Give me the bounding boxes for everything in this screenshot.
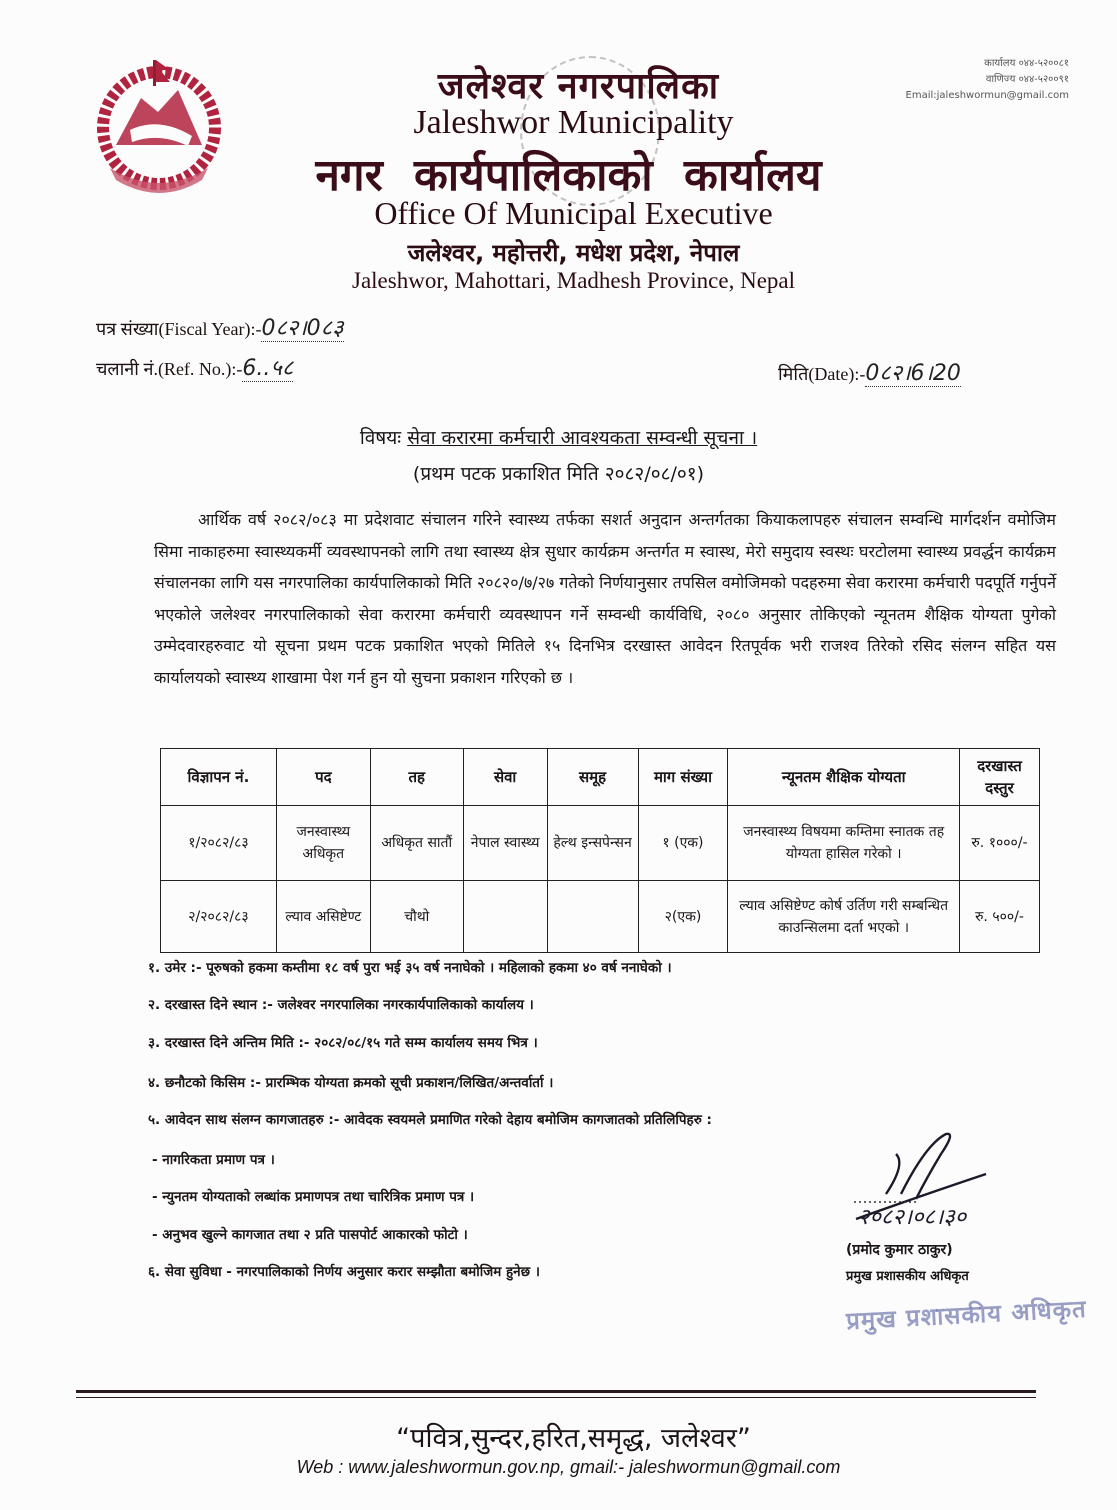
signatory-name: (प्रमोद कुमार ठाकुर): [846, 1242, 953, 1258]
cell-group: हेल्थ इन्सपेन्सन: [547, 806, 638, 881]
office-phone: ०४४-५२००८१: [1018, 58, 1069, 69]
col-header-fee: दरखास्त दस्तुर: [960, 749, 1040, 806]
condition-selection: ४. छनौटको किसिम :- प्रारम्भिक योग्यता क्रमको सूची प्रकाशन/लिखित/अन्तर्वार्ता ।: [148, 1075, 554, 1091]
cell-level: अधिकृत सातौं: [370, 806, 463, 881]
office-phone-line: [906, 56, 1069, 72]
col-header-demand: माग संख्या: [638, 749, 728, 806]
table-header-row: [161, 749, 1040, 806]
condition-age: १. उमेर :- पूरुषको हकमा कम्तीमा १८ वर्ष पुरा भई ३५ वर्ष ननाघेको । महिलाको हकमा ४० वर्ष ननाघेको ।: [148, 960, 672, 976]
reference-number-line: [96, 352, 293, 382]
signature: [846, 1124, 1026, 1234]
fiscal-year-value: 0८२।0८३: [261, 316, 344, 341]
cell-service: [463, 881, 547, 953]
document-citizenship: - नागरिकता प्रमाण पत्र ।: [152, 1152, 275, 1168]
cell-qualification: जनस्वास्थ्य विषयमा कम्तिमा स्नातक तह योग्यता हासिल गरेको ।: [728, 806, 960, 881]
address-nepali: जलेश्वर, महोत्तरी, मधेश प्रदेश, नेपाल: [407, 239, 740, 267]
cell-service: नेपाल स्वास्थ्य: [463, 806, 547, 881]
subject-text: सेवा करारमा कर्मचारी आवश्यकता सम्वन्धी सूचना ।: [407, 427, 758, 449]
footer-divider: [76, 1390, 1036, 1398]
municipality-name-nepali: जलेश्वर नगरपालिका: [437, 66, 720, 107]
office-phone-label: कार्यालय: [984, 58, 1016, 69]
municipality-name-english: Jaleshwor Municipality: [413, 104, 734, 141]
office-name-english: Office Of Municipal Executive: [374, 195, 773, 231]
cell-ad-no: १/२०८२/८३: [161, 806, 277, 881]
fiscal-year-label: पत्र संख्या(Fiscal Year):-: [96, 319, 262, 339]
cell-demand: १ (एक): [638, 806, 728, 881]
cell-demand: २(एक): [638, 881, 728, 953]
signature-date: २०८२।०८।३०: [858, 1205, 967, 1230]
notice-body-paragraph: आर्थिक वर्ष २०८२/०८३ मा प्रदेशवाट संचालन गरिने स्वास्थ्य तर्फका सशर्त अनुदान अन्तर्गतका कियाकलापहरु संचालन सम्वन्धि मार्गदर्शन वमोजिम सिमा नाकाहरुमा स्वास्थ्यकर्मी व्यवस्थापनको लागि तथा स्वास्थ्य क्षेत्र सुधार कार्यक्रम अन्तर्गत म स्वास्थ, मेरो समुदाय स्वस्थः घरटोलमा स्वास्थ्य प्रवर्द्धन कार्यक्रम संचालनका लागि यस नगरपालिका कार्यपालिकाको मिति २०८२०/७/२७ गतेको निर्णयानुसार तपसिल वमोजिमको पदहरुमा सेवा करारमा कर्मचारी पदपूर्ति गर्नुपर्ने भएकोले जलेश्वर नगरपालिकाको सेवा करारमा कर्मचारी व्यवस्थापन गर्ने सम्वन्धी कार्यविधि, २०८० अनुसार तोकिएको न्यूनतम शैक्षिक योग्यता पुगेको उम्मेदवारहरुवाट यो सूचना प्रथम पटक प्रकाशित भएको मितिले १५ दिनभित्र दरखास्त आवेदन रितपूर्वक भरी राजश्व तिरेको रसिद संलग्न सहित यस कार्यालयको स्वास्थ्य शाखामा पेश गर्न हुन यो सुचना प्रकाशन गरिएको छ ।: [154, 510, 1056, 687]
date-label: मिति(Date):-: [778, 364, 866, 384]
fiscal-year-line: [96, 312, 344, 342]
cell-post: ल्याव असिष्टेण्ट: [276, 881, 370, 953]
table-row: [161, 806, 1040, 881]
fax-phone-line: [906, 72, 1069, 88]
date-line: [778, 357, 961, 387]
cell-level: चौथो: [370, 881, 463, 953]
document-marksheet: - न्युनतम योग्यताको लब्धांक प्रमाणपत्र तथा चारित्रिक प्रमाण पत्र ।: [152, 1189, 475, 1205]
condition-service-facility: ६. सेवा सुविधा - नगरपालिकाको निर्णय अनुसार करार सम्झौता बमोजिम हुनेछ ।: [148, 1264, 540, 1280]
subject-label: विषयः: [359, 427, 402, 449]
col-header-level: तह: [370, 749, 463, 806]
cell-fee: रु. ५००/-: [960, 881, 1040, 953]
footer-motto: “पवित्र,सुन्दर,हरित,समृद्ध, जलेश्वर”: [396, 1423, 751, 1454]
reference-number-label: चलानी नं.(Ref. No.):-: [96, 359, 243, 379]
contact-email: Email:jaleshwormun@gmail.com: [905, 90, 1069, 101]
document-experience-photo: - अनुभव खुल्ने कागजात तथा २ प्रति पासपोर्ट आकारको फोटो ।: [152, 1227, 468, 1243]
col-header-ad-no: विज्ञापन नं.: [161, 749, 277, 806]
col-header-service: सेवा: [463, 749, 547, 806]
office-name-nepali: नगर कार्यपालिकाको कार्यालय: [315, 150, 822, 201]
first-published-date: (प्रथम पटक प्रकाशित मिति २०८२/०८/०१): [412, 463, 705, 485]
signature-scribble-icon: [846, 1124, 1026, 1234]
cell-ad-no: २/२०८२/८३: [161, 881, 277, 953]
designation-stamp: प्रमुख प्रशासकीय अधिकृत: [845, 1294, 1088, 1336]
table-row: [161, 881, 1040, 953]
vacancy-table: [160, 748, 1040, 953]
col-header-group: समूह: [547, 749, 638, 806]
address-english: Jaleshwor, Mahottari, Madhesh Province, Nepal: [352, 268, 795, 293]
fax-phone: ०४४-५२००९१: [1018, 74, 1069, 85]
fax-phone-label: वाणिज्य: [985, 74, 1016, 85]
cell-fee: रु. १०००/-: [960, 806, 1040, 881]
subject-line: [0, 424, 1117, 450]
cell-qualification: ल्याव असिष्टेण्ट कोर्ष उर्तिण गरी सम्बन्धित काउन्सिलमा दर्ता भएको ।: [728, 881, 960, 953]
col-header-qualification: न्यूनतम शैक्षिक योग्यता: [728, 749, 960, 806]
col-header-post: पद: [276, 749, 370, 806]
contact-block: [906, 56, 1069, 104]
reference-number-value: 6..५८: [242, 356, 294, 381]
condition-deadline: ३. दरखास्त दिने अन्तिम मिति :- २०८२/०८/१५ गते सम्म कार्यालय समय भित्र ।: [148, 1035, 538, 1051]
condition-documents: ५. आवेदन साथ संलग्न कागजातहरु :- आवेदक स्वयमले प्रमाणित गरेको देहाय बमोजिम कागजातको प्रतिलिपिहरु :: [148, 1112, 712, 1128]
footer-web-contact: Web : www.jaleshwormun.gov.np, gmail:- jaleshwormun@gmail.com: [296, 1457, 841, 1477]
date-value: 0८२।6।20: [865, 361, 961, 386]
signatory-title: प्रमुख प्रशासकीय अधिकृत: [846, 1269, 969, 1284]
cell-group: [547, 881, 638, 953]
condition-place: २. दरखास्त दिने स्थान :- जलेश्वर नगरपालिका नगरकार्यपालिकाको कार्यालय ।: [148, 997, 534, 1013]
cell-post: जनस्वास्थ्य अधिकृत: [276, 806, 370, 881]
